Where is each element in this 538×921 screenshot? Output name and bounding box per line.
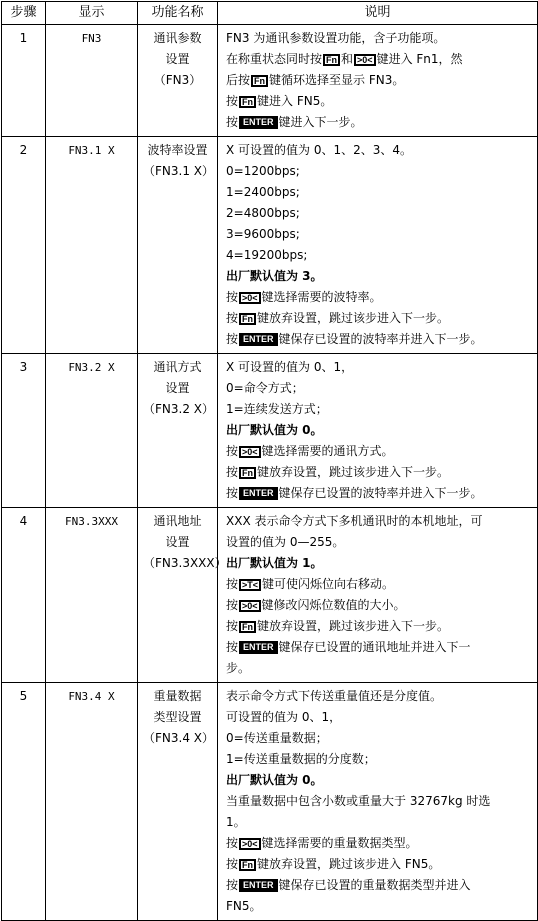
desc-line: 0=1200bps;	[226, 164, 300, 178]
desc-line: 步。	[226, 661, 251, 675]
function-line: 通讯方式	[153, 360, 202, 374]
desc-line: 按 >0< 键选择需要的重量数据类型。	[226, 836, 418, 850]
desc-line: FN3 为通讯参数设置功能，含子功能项。	[226, 31, 446, 45]
desc-line: 按 ENTER 键保存已设置的通讯地址并进入下一	[226, 640, 471, 654]
function-cell	[138, 683, 218, 921]
default-value-line: 出厂默认值为 3。	[226, 269, 323, 283]
desc-line: 1=传送重量数据的分度数；	[226, 752, 376, 766]
display-cell: FN3.1 X	[46, 137, 138, 354]
default-value-line: 出厂默认值为 0。	[226, 423, 323, 437]
desc-line: 在称重状态同时按 Fn 和 >0< 键进入 Fn1，然	[226, 52, 463, 66]
step-cell: 5	[2, 683, 46, 921]
fn-key-icon: Fn	[251, 75, 268, 87]
desc-line: 2=4800bps;	[226, 206, 300, 220]
desc-line: 按 Fn 键放弃设置，跳过该步进入下一步。	[226, 465, 450, 479]
parameter-table	[1, 1, 538, 921]
desc-line: 按 ENTER 键进入下一步。	[226, 115, 363, 129]
function-line: （FN3.4 X）	[143, 731, 214, 745]
desc-line: XXX 表示命令方式下多机通讯时的本机地址，可	[226, 514, 483, 528]
fn-key-icon: Fn	[239, 467, 256, 479]
description-cell	[218, 683, 538, 921]
function-line: （FN3）	[153, 73, 202, 87]
fn-key-icon: Fn	[239, 621, 256, 633]
default-value-line: 出厂默认值为 1。	[226, 556, 323, 570]
desc-line: 表示命令方式下传送重量值还是分度值。	[226, 689, 443, 703]
enter-key-icon: ENTER	[239, 333, 278, 346]
desc-line: 按 Fn 键进入 FN5。	[226, 94, 333, 108]
function-line: 重量数据	[153, 689, 202, 703]
header-description: 说明	[218, 2, 538, 25]
function-cell	[138, 354, 218, 508]
fn-key-icon: Fn	[239, 313, 256, 325]
desc-line: 1=连续发送方式；	[226, 402, 328, 416]
header-step: 步骤	[2, 2, 46, 25]
desc-line: 4=19200bps;	[226, 248, 308, 262]
table-header-row	[2, 2, 538, 25]
description-cell	[218, 25, 538, 137]
desc-line: X 可设置的值为 0、1、2、3、4。	[226, 143, 413, 157]
step-cell: 3	[2, 354, 46, 508]
header-function: 功能名称	[138, 2, 218, 25]
function-cell	[138, 137, 218, 354]
table-row	[2, 683, 538, 921]
zero-key-icon: >0<	[239, 292, 261, 304]
function-cell	[138, 508, 227, 683]
display-cell: FN3	[46, 25, 138, 137]
description-cell	[218, 354, 538, 508]
desc-line: 0=命令方式；	[226, 381, 304, 395]
table-row	[2, 354, 538, 508]
desc-line: 按 ENTER 键保存已设置的波特率并进入下一步。	[226, 486, 483, 500]
function-line: 类型设置	[153, 710, 202, 724]
desc-line: FN5。	[226, 899, 262, 913]
enter-key-icon: ENTER	[239, 487, 278, 500]
desc-line: 当重量数据中包含小数或重量大于 32767kg 时选	[226, 794, 491, 808]
step-cell: 4	[2, 508, 46, 683]
desc-line: 按 >0< 键修改闪烁位数值的大小。	[226, 598, 406, 612]
enter-key-icon: ENTER	[239, 879, 278, 892]
desc-line: 按 ENTER 键保存已设置的重量数据类型并进入	[226, 878, 471, 892]
tare-key-icon: >T<	[239, 579, 261, 591]
enter-key-icon: ENTER	[239, 641, 278, 654]
header-display: 显示	[46, 2, 138, 25]
enter-key-icon: ENTER	[239, 116, 278, 129]
function-line: 设置	[165, 381, 190, 395]
desc-line: 按 Fn 键放弃设置，跳过该步进入 FN5。	[226, 857, 441, 871]
desc-line: 按 Fn 键放弃设置，跳过该步进入下一步。	[226, 311, 450, 325]
desc-line: 0=传送重量数据；	[226, 731, 328, 745]
table-row	[2, 508, 538, 683]
function-cell	[138, 25, 218, 137]
desc-line: 1。	[226, 815, 246, 829]
description-cell	[218, 137, 538, 354]
step-cell: 2	[2, 137, 46, 354]
desc-line: 按 ENTER 键保存已设置的波特率并进入下一步。	[226, 332, 483, 346]
step-cell: 1	[2, 25, 46, 137]
zero-key-icon: >0<	[354, 54, 376, 66]
display-cell: FN3.3XXX	[46, 508, 138, 683]
desc-line: 按 >0< 键选择需要的波特率。	[226, 290, 382, 304]
desc-line: 按 Fn 键放弃设置，跳过该步进入下一步。	[226, 619, 450, 633]
desc-line: 设置的值为 0—255。	[226, 535, 345, 549]
function-line: 设置	[165, 52, 190, 66]
fn-key-icon: Fn	[239, 96, 256, 108]
function-line: 设置	[165, 535, 190, 549]
table-row	[2, 25, 538, 137]
table-row	[2, 137, 538, 354]
zero-key-icon: >0<	[239, 838, 261, 850]
desc-line: 可设置的值为 0、1，	[226, 710, 342, 724]
desc-line: 按 >0< 键选择需要的通讯方式。	[226, 444, 394, 458]
fn-key-icon: Fn	[239, 859, 256, 871]
desc-line: 后按 Fn 键循环选择至显示 FN3。	[226, 73, 405, 87]
function-line: 通讯地址	[153, 514, 202, 528]
display-cell: FN3.4 X	[46, 683, 138, 921]
zero-key-icon: >0<	[239, 600, 261, 612]
desc-line: 3=9600bps;	[226, 227, 300, 241]
desc-line: X 可设置的值为 0、1，	[226, 360, 354, 374]
display-cell: FN3.2 X	[46, 354, 138, 508]
function-line: （FN3.2 X）	[143, 402, 214, 416]
function-line: （FN3.3XXX）	[143, 556, 227, 570]
desc-line: 1=2400bps;	[226, 185, 300, 199]
function-line: 通讯参数	[153, 31, 202, 45]
default-value-line: 出厂默认值为 0。	[226, 773, 323, 787]
zero-key-icon: >0<	[239, 446, 261, 458]
fn-key-icon: Fn	[323, 54, 340, 66]
function-line: （FN3.1 X）	[143, 164, 214, 178]
desc-line: 按 >T< 键可使闪烁位向右移动。	[226, 577, 395, 591]
description-cell	[218, 508, 538, 683]
function-line: 波特率设置	[147, 143, 208, 157]
